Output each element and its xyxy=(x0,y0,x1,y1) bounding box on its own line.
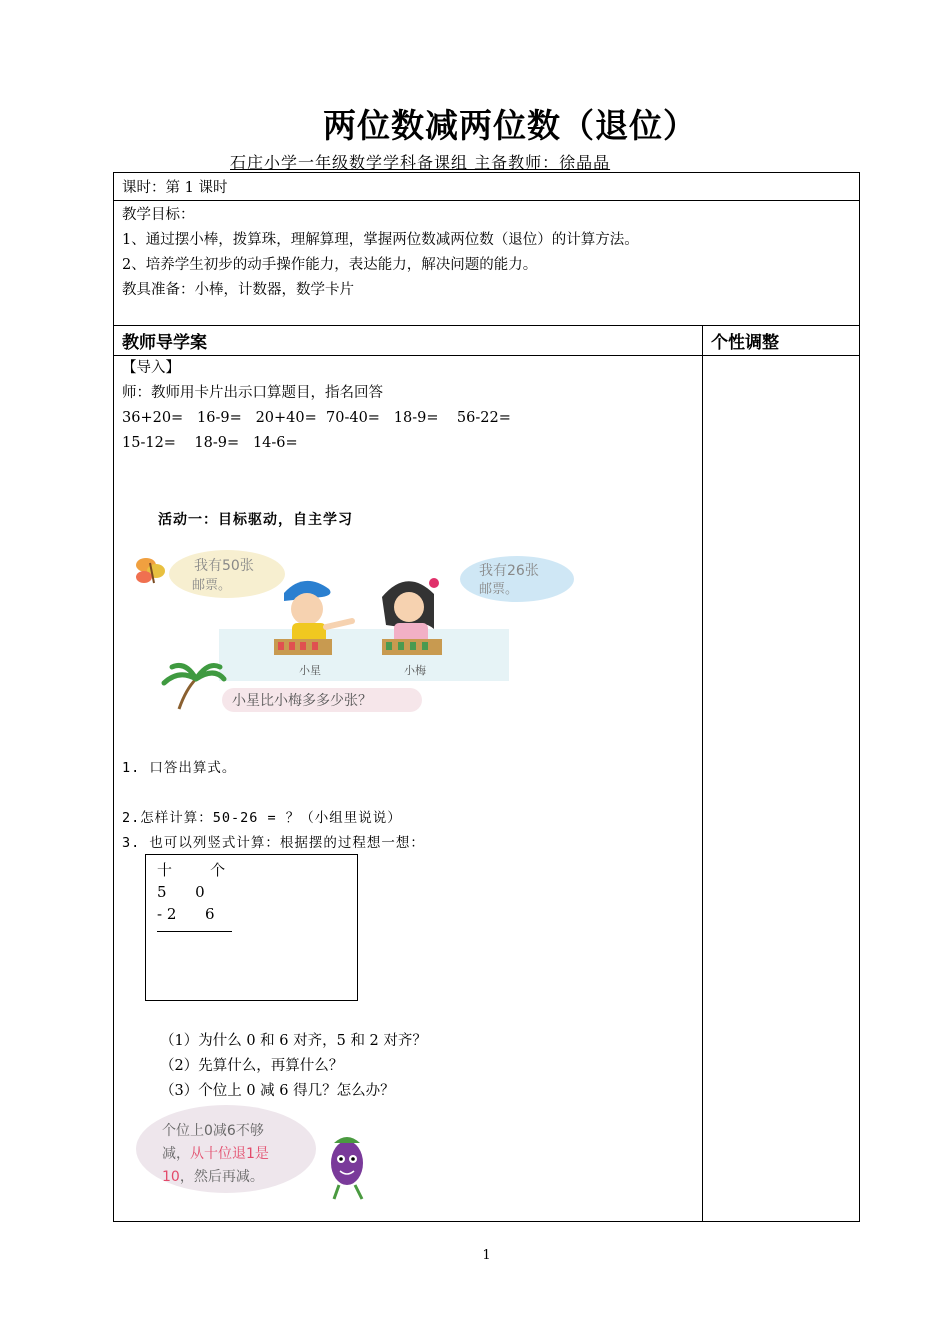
scene-question: 小星比小梅多多少张？ xyxy=(232,693,372,709)
step-3: 3. 也可以列竖式计算：根据摆的过程想一想： xyxy=(122,835,425,851)
intro-line1: 36+20= 16-9= 20+40= 70-40= 18-9= 56-22= xyxy=(122,410,511,426)
lesson-time: 课时：第 1 课时 xyxy=(114,173,860,201)
hint-line1: 个位上0减6不够 xyxy=(162,1123,264,1139)
goals-heading: 教学目标： xyxy=(122,207,195,223)
subtitle: 石庄小学一年级数学学科备课组 主备教师：徐晶晶 xyxy=(230,153,611,172)
lesson-table xyxy=(113,172,860,1222)
question-item: （2）先算什么，再算什么？ xyxy=(160,1058,344,1074)
step-2: 2.怎样计算：50-26 = ？（小组里说说） xyxy=(122,810,402,826)
activity-title: 活动一：目标驱动，自主学习 xyxy=(158,512,353,528)
guide-cell xyxy=(114,356,703,1222)
vertical-header: 十 个 xyxy=(157,861,226,879)
hint-line2b: 从十位退1是 xyxy=(190,1146,269,1162)
question-item: （1）为什么 0 和 6 对齐，5 和 2 对齐？ xyxy=(160,1033,427,1049)
header-guide: 教师导学案 xyxy=(114,326,703,356)
speech-bubble-left xyxy=(169,550,285,598)
bubble-left-line1: 我有50张 xyxy=(194,558,254,574)
hint-line3a: 10 xyxy=(162,1169,180,1185)
speech-bubble-right xyxy=(460,556,574,602)
hint-line2a: 减， xyxy=(162,1146,190,1162)
vertical-divider xyxy=(157,931,232,932)
bubble-left-line2: 邮票。 xyxy=(192,578,232,593)
header-adjust: 个性调整 xyxy=(703,326,860,356)
svg-text:10，然后再减。 xyxy=(162,1169,264,1185)
butterfly-icon xyxy=(136,558,165,583)
goal-item: 1、通过摆小棒，拨算珠，理解算理，掌握两位数减两位数（退位）的计算方法。 xyxy=(122,232,639,248)
goals-cell xyxy=(114,201,860,326)
step-1: 1. 口答出算式。 xyxy=(122,760,237,776)
eggplant-character-icon xyxy=(331,1137,363,1199)
vertical-calculation-box xyxy=(145,854,358,1001)
goal-item: 2、培养学生初步的动手操作能力，表达能力，解决问题的能力。 xyxy=(122,257,538,273)
stamps-scene-illustration xyxy=(124,549,584,719)
girl-xiaomei-figure xyxy=(382,578,442,655)
name-right: 小梅 xyxy=(404,664,426,677)
vertical-row2: - 2 6 xyxy=(157,905,215,923)
question-bubble xyxy=(222,688,422,712)
page-title: 两位数减两位数（退位） xyxy=(323,106,697,145)
question-list xyxy=(160,1029,427,1104)
adjust-cell xyxy=(703,356,860,1222)
tools-line: 教具准备：小棒，计数器，数学卡片 xyxy=(122,282,354,298)
bubble-right-line2: 邮票。 xyxy=(479,582,519,597)
page-number: 1 xyxy=(482,1248,491,1263)
hint-line3b: ，然后再减。 xyxy=(179,1169,264,1185)
svg-text:减，从十位退1是 xyxy=(162,1146,269,1162)
bubble-right-line1: 我有26张 xyxy=(479,563,539,579)
hint-bubble-illustration xyxy=(134,1101,384,1211)
intro-teacher: 师：教师用卡片出示口算题目，指名回答 xyxy=(122,385,383,401)
intro-heading: 【导入】 xyxy=(122,360,180,376)
vertical-row1: 5 0 xyxy=(157,883,205,901)
name-left: 小星 xyxy=(299,664,321,677)
palm-tree-icon xyxy=(164,666,224,710)
question-item: （3）个位上 0 减 6 得几？怎么办？ xyxy=(160,1083,395,1099)
intro-line2: 15-12= 18-9= 14-6= xyxy=(122,435,298,451)
